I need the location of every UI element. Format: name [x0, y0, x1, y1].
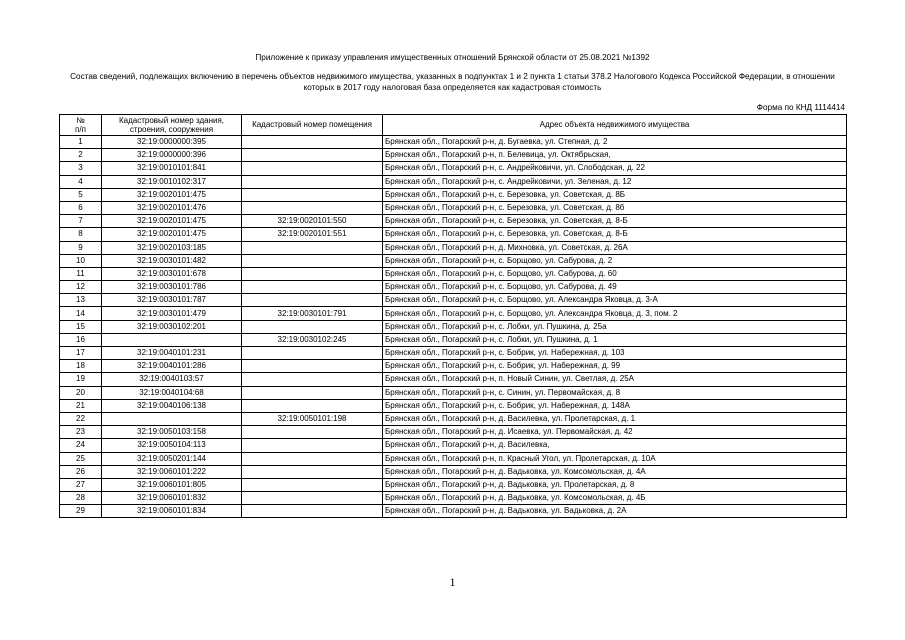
form-code: Форма по КНД 1114414: [756, 103, 845, 112]
room-cadastral-cell: [242, 241, 383, 254]
table-row: [60, 307, 847, 320]
column-header-number-line1: №: [76, 115, 85, 125]
building-cadastral-cell: [102, 412, 242, 425]
column-header-room: Кадастровый номер помещения: [242, 115, 383, 136]
row-number-cell: 26: [60, 465, 102, 478]
table-row: [60, 175, 847, 188]
building-cadastral-cell: 32:19:0010102:317: [102, 175, 242, 188]
column-header-building: Кадастровый номер здания, строения, сооружения: [102, 115, 242, 136]
row-number-cell: 19: [60, 373, 102, 386]
row-number-cell: 4: [60, 175, 102, 188]
table-row: [60, 188, 847, 201]
room-cadastral-cell: [242, 175, 383, 188]
table-row: [60, 412, 847, 425]
table-row: [60, 426, 847, 439]
room-cadastral-cell: 32:19:0020101:550: [242, 215, 383, 228]
address-cell: Брянская обл., Погарский р-н, д. Михновка, ул. Советская, д. 26А: [383, 241, 847, 254]
row-number-cell: 18: [60, 360, 102, 373]
table-row: [60, 281, 847, 294]
table-row: [60, 241, 847, 254]
row-number-cell: 14: [60, 307, 102, 320]
building-cadastral-cell: 32:19:0030101:479: [102, 307, 242, 320]
room-cadastral-cell: [242, 136, 383, 149]
building-cadastral-cell: 32:19:0040106:138: [102, 399, 242, 412]
row-number-cell: 6: [60, 201, 102, 214]
address-cell: Брянская обл., Погарский р-н, с. Лобки, ул. Пушкина, д. 25а: [383, 320, 847, 333]
room-cadastral-cell: [242, 281, 383, 294]
address-cell: Брянская обл., Погарский р-н, с. Андрейковичи, ул. Слободская, д. 22: [383, 162, 847, 175]
row-number-cell: 23: [60, 426, 102, 439]
table-row: [60, 215, 847, 228]
table-row: [60, 201, 847, 214]
row-number-cell: 2: [60, 149, 102, 162]
address-cell: Брянская обл., Погарский р-н, п. Новый Синин, ул. Светлая, д. 25А: [383, 373, 847, 386]
row-number-cell: 17: [60, 347, 102, 360]
address-cell: Брянская обл., Погарский р-н, п. Красный Угол, ул. Пролетарская, д. 10А: [383, 452, 847, 465]
address-cell: Брянская обл., Погарский р-н, с. Борщово, ул. Александра Яковца, д. 3-А: [383, 294, 847, 307]
row-number-cell: 25: [60, 452, 102, 465]
building-cadastral-cell: 32:19:0050103:158: [102, 426, 242, 439]
row-number-cell: 3: [60, 162, 102, 175]
row-number-cell: 9: [60, 241, 102, 254]
address-cell: Брянская обл., Погарский р-н, с. Березовка, ул. Советская, д. 8-Б: [383, 215, 847, 228]
address-cell: Брянская обл., Погарский р-н, с. Березовка, ул. Советская, д. 8б: [383, 201, 847, 214]
room-cadastral-cell: [242, 386, 383, 399]
room-cadastral-cell: [242, 360, 383, 373]
building-cadastral-cell: 32:19:0040101:286: [102, 360, 242, 373]
row-number-cell: 21: [60, 399, 102, 412]
room-cadastral-cell: 32:19:0020101:551: [242, 228, 383, 241]
row-number-cell: 24: [60, 439, 102, 452]
document-header: Приложение к приказу управления имущественных отношений Брянской области от 25.08.2021 №1392: [255, 53, 650, 62]
building-cadastral-cell: [102, 333, 242, 346]
property-registry-table: [59, 114, 847, 518]
room-cadastral-cell: [242, 492, 383, 505]
building-cadastral-cell: 32:19:0020101:475: [102, 188, 242, 201]
building-cadastral-cell: 32:19:0030101:787: [102, 294, 242, 307]
table-row: [60, 267, 847, 280]
address-cell: Брянская обл., Погарский р-н, д. Вадьковка, ул. Комсомольская, д. 4А: [383, 465, 847, 478]
building-cadastral-cell: 32:19:0060101:222: [102, 465, 242, 478]
address-cell: Брянская обл., Погарский р-н, д. Василевка,: [383, 439, 847, 452]
address-cell: Брянская обл., Погарский р-н, с. Борщово, ул. Сабурова, д. 60: [383, 267, 847, 280]
building-cadastral-cell: 32:19:0030101:678: [102, 267, 242, 280]
address-cell: Брянская обл., Погарский р-н, с. Бобрик, ул. Набережная, д. 148А: [383, 399, 847, 412]
row-number-cell: 15: [60, 320, 102, 333]
address-cell: Брянская обл., Погарский р-н, д. Бугаевка, ул. Степная, д. 2: [383, 136, 847, 149]
row-number-cell: 5: [60, 188, 102, 201]
address-cell: Брянская обл., Погарский р-н, с. Бобрик, ул. Набережная, д. 103: [383, 347, 847, 360]
address-cell: Брянская обл., Погарский р-н, с. Борщово, ул. Сабурова, д. 2: [383, 254, 847, 267]
room-cadastral-cell: [242, 347, 383, 360]
building-cadastral-cell: 32:19:0060101:834: [102, 505, 242, 518]
table-row: [60, 149, 847, 162]
room-cadastral-cell: [242, 439, 383, 452]
building-cadastral-cell: 32:19:0040101:231: [102, 347, 242, 360]
address-cell: Брянская обл., Погарский р-н, с. Березовка, ул. Советская, д. 8Б: [383, 188, 847, 201]
row-number-cell: 13: [60, 294, 102, 307]
building-cadastral-cell: 32:19:0050104:113: [102, 439, 242, 452]
building-cadastral-cell: 32:19:0020101:476: [102, 201, 242, 214]
row-number-cell: 28: [60, 492, 102, 505]
building-cadastral-cell: 32:19:0020103:185: [102, 241, 242, 254]
table-row: [60, 347, 847, 360]
building-cadastral-cell: 32:19:0050201:144: [102, 452, 242, 465]
row-number-cell: 29: [60, 505, 102, 518]
table-row: [60, 399, 847, 412]
room-cadastral-cell: [242, 505, 383, 518]
table-header-row: [60, 115, 847, 136]
row-number-cell: 12: [60, 281, 102, 294]
table-row: [60, 439, 847, 452]
address-cell: Брянская обл., Погарский р-н, с. Лобки, ул. Пушкина, д. 1: [383, 333, 847, 346]
building-cadastral-cell: 32:19:0000000:396: [102, 149, 242, 162]
address-cell: Брянская обл., Погарский р-н, д. Исаевка, ул. Первомайская, д. 42: [383, 426, 847, 439]
table-row: [60, 373, 847, 386]
room-cadastral-cell: [242, 267, 383, 280]
room-cadastral-cell: 32:19:0030101:791: [242, 307, 383, 320]
address-cell: Брянская обл., Погарский р-н, с. Борщово, ул. Александра Яковца, д. 3, пом. 2: [383, 307, 847, 320]
building-cadastral-cell: 32:19:0040103:57: [102, 373, 242, 386]
address-cell: Брянская обл., Погарский р-н, д. Вадьковка, ул. Вадьковка, д. 2А: [383, 505, 847, 518]
room-cadastral-cell: [242, 149, 383, 162]
row-number-cell: 10: [60, 254, 102, 267]
building-cadastral-cell: 32:19:0010101:841: [102, 162, 242, 175]
building-cadastral-cell: 32:19:0020101:475: [102, 215, 242, 228]
room-cadastral-cell: [242, 465, 383, 478]
building-cadastral-cell: 32:19:0020101:475: [102, 228, 242, 241]
row-number-cell: 22: [60, 412, 102, 425]
table-row: [60, 294, 847, 307]
row-number-cell: 27: [60, 478, 102, 491]
table-row: [60, 333, 847, 346]
room-cadastral-cell: [242, 162, 383, 175]
document-description: Состав сведений, подлежащих включению в перечень объектов недвижимого имущества, указанных в подпунктах 1 и 2 пункта 1 статьи 378.2 Налогового Кодекса Российской Федерации, в отношении которых в 2017 году налоговая база определяется как кадастровая стоимость: [70, 72, 835, 92]
address-cell: Брянская обл., Погарский р-н, с. Березовка, ул. Советская, д. 8-Б: [383, 228, 847, 241]
room-cadastral-cell: [242, 254, 383, 267]
row-number-cell: 11: [60, 267, 102, 280]
room-cadastral-cell: [242, 320, 383, 333]
table-row: [60, 505, 847, 518]
room-cadastral-cell: [242, 188, 383, 201]
table-row: [60, 254, 847, 267]
column-header-number-line2: п/п: [75, 125, 86, 134]
table-row: [60, 360, 847, 373]
row-number-cell: 20: [60, 386, 102, 399]
building-cadastral-cell: 32:19:0060101:832: [102, 492, 242, 505]
row-number-cell: 16: [60, 333, 102, 346]
building-cadastral-cell: 32:19:0000000:395: [102, 136, 242, 149]
table-row: [60, 492, 847, 505]
building-cadastral-cell: 32:19:0030101:482: [102, 254, 242, 267]
address-cell: Брянская обл., Погарский р-н, с. Андрейковичи, ул. Зеленая, д. 12: [383, 175, 847, 188]
table-row: [60, 228, 847, 241]
room-cadastral-cell: [242, 478, 383, 491]
address-cell: Брянская обл., Погарский р-н, с. Бобрик, ул. Набережная, д. 99: [383, 360, 847, 373]
address-cell: Брянская обл., Погарский р-н, д. Вадьковка, ул. Комсомольская, д. 4Б: [383, 492, 847, 505]
room-cadastral-cell: [242, 201, 383, 214]
row-number-cell: 1: [60, 136, 102, 149]
table-row: [60, 162, 847, 175]
address-cell: Брянская обл., Погарский р-н, с. Борщово, ул. Сабурова, д. 49: [383, 281, 847, 294]
page-number: 1: [449, 575, 456, 589]
table-row: [60, 136, 847, 149]
table-row: [60, 452, 847, 465]
room-cadastral-cell: 32:19:0030102:245: [242, 333, 383, 346]
row-number-cell: 8: [60, 228, 102, 241]
address-cell: Брянская обл., Погарский р-н, п. Белевица, ул. Октябрьская,: [383, 149, 847, 162]
table-row: [60, 465, 847, 478]
building-cadastral-cell: 32:19:0060101:805: [102, 478, 242, 491]
room-cadastral-cell: [242, 294, 383, 307]
address-cell: Брянская обл., Погарский р-н, д. Вадьковка, ул. Пролетарская, д. 8: [383, 478, 847, 491]
address-cell: Брянская обл., Погарский р-н, д. Василевка, ул. Пролетарская, д. 1: [383, 412, 847, 425]
building-cadastral-cell: 32:19:0030102:201: [102, 320, 242, 333]
row-number-cell: 7: [60, 215, 102, 228]
table-row: [60, 320, 847, 333]
table-row: [60, 478, 847, 491]
building-cadastral-cell: 32:19:0040104:68: [102, 386, 242, 399]
room-cadastral-cell: [242, 426, 383, 439]
room-cadastral-cell: [242, 373, 383, 386]
column-header-number: [60, 115, 102, 136]
table-row: [60, 386, 847, 399]
room-cadastral-cell: [242, 452, 383, 465]
room-cadastral-cell: [242, 399, 383, 412]
address-cell: Брянская обл., Погарский р-н, с. Синин, ул. Первомайская, д. 8: [383, 386, 847, 399]
column-header-address: Адрес объекта недвижимого имущества: [383, 115, 847, 136]
building-cadastral-cell: 32:19:0030101:786: [102, 281, 242, 294]
table-body: [60, 136, 847, 518]
room-cadastral-cell: 32:19:0050101:198: [242, 412, 383, 425]
